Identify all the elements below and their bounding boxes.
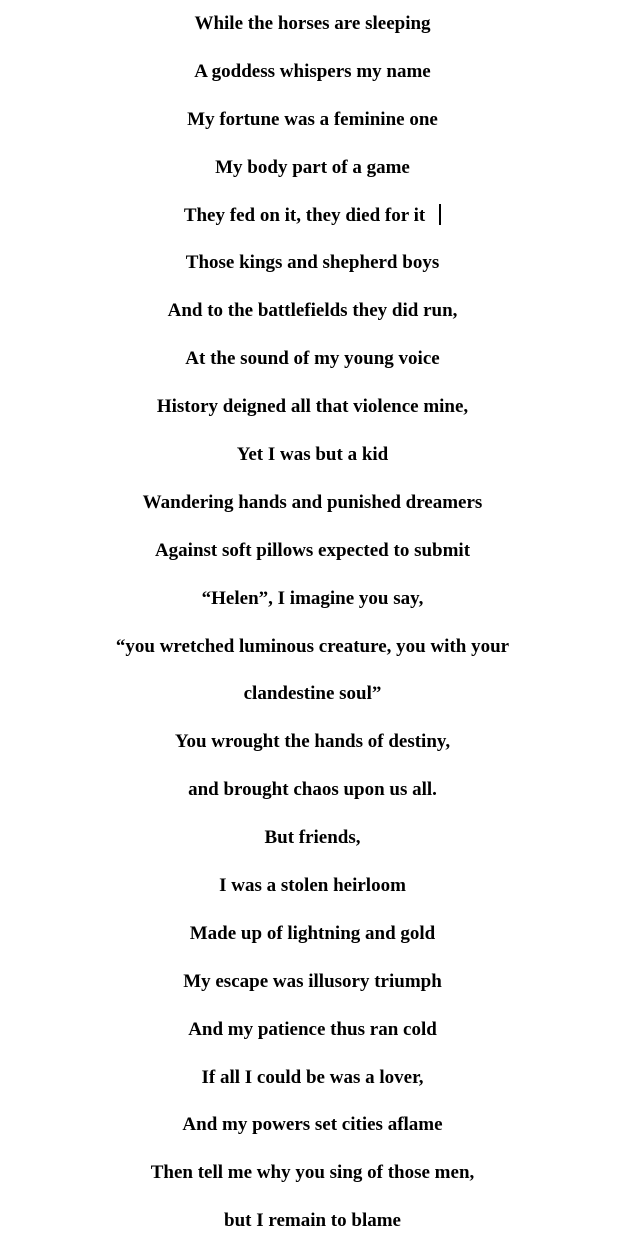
poem-line-20	[0, 910, 620, 958]
poem-line-18	[0, 814, 620, 862]
poem-line-17	[0, 766, 620, 814]
poem-line-text: “Helen”, I imagine you say,	[201, 587, 424, 609]
poem-line-text: At the sound of my young voice	[185, 348, 440, 370]
poem-line-3	[0, 96, 620, 144]
poem-line-13	[0, 575, 620, 623]
poem-line-text: If all I could be was a lover,	[201, 1066, 424, 1088]
poem-line-21	[0, 958, 620, 1006]
poem-line-10	[0, 431, 620, 479]
poem-line-25	[0, 1149, 620, 1197]
poem-line-1	[0, 0, 620, 48]
poem-line-8	[0, 335, 620, 383]
poem-line-text: And my powers set cities aflame	[182, 1114, 443, 1136]
poem-line-text: Those kings and shepherd boys	[185, 252, 440, 274]
poem-line-5	[0, 192, 620, 240]
poem-line-text: clandestine soul”	[243, 683, 382, 705]
poem-line-9	[0, 383, 620, 431]
poem-line-text: and brought chaos upon us all.	[188, 779, 437, 801]
poem-line-23	[0, 1054, 620, 1102]
poem-line-11	[0, 479, 620, 527]
poem-line-text: Then tell me why you sing of those men,	[150, 1162, 475, 1184]
text-cursor	[439, 204, 441, 225]
poem-line-text: And to the battlefields they did run,	[167, 300, 458, 322]
poem-line-19	[0, 862, 620, 910]
poem-line-text: They fed on it, they died for it	[183, 204, 426, 226]
poem-line-text: History deigned all that violence mine,	[156, 396, 469, 418]
poem-line-text: A goddess whispers my name	[194, 60, 431, 82]
poem-line-7	[0, 287, 620, 335]
poem-line-15	[0, 670, 620, 718]
poem-line-text: And my patience thus ran cold	[188, 1018, 437, 1040]
poem-line-26	[0, 1197, 620, 1245]
poem-line-text: But friends,	[264, 827, 361, 849]
poem-line-text: My escape was illusory triumph	[183, 970, 442, 992]
poem-line-text: Against soft pillows expected to submit	[154, 539, 471, 561]
poem-line-4	[0, 144, 620, 192]
poem-line-14	[0, 623, 620, 671]
poem-line-text: I was a stolen heirloom	[219, 875, 406, 897]
poem-line-text: My body part of a game	[215, 156, 410, 178]
poem-line-text: While the horses are sleeping	[194, 13, 431, 34]
poem-line-text: Made up of lightning and gold	[189, 922, 436, 944]
poem-line-text: My fortune was a feminine one	[187, 108, 438, 130]
poem-line-2	[0, 48, 620, 96]
poem-line-24	[0, 1101, 620, 1149]
poem-line-22	[0, 1006, 620, 1054]
poem-line-text: You wrought the hands of destiny,	[174, 731, 451, 753]
poem-line-text: Wandering hands and punished dreamers	[142, 491, 483, 513]
poem-line-6	[0, 239, 620, 287]
poem-line-16	[0, 718, 620, 766]
poem-line-12	[0, 527, 620, 575]
poem-line-text: but I remain to blame	[224, 1210, 401, 1232]
poem-line-text: Yet I was but a kid	[236, 444, 389, 466]
poem-line-text: “you wretched luminous creature, you with your	[115, 635, 510, 657]
